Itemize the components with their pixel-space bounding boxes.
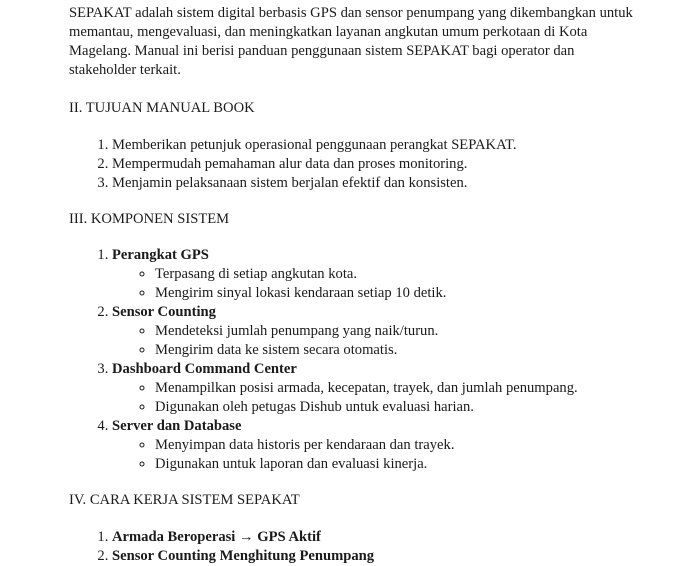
list-item: 2. Mempermudah pemahaman alur data dan proses monitoring. [112,155,639,174]
component-title: Sensor Counting [112,304,216,320]
list-item: 3. Menjamin pelaksanaan sistem berjalan efektif dan konsisten. [112,174,639,193]
sub-list-item: ◦ Mengirim data ke sistem secara otomatis. [155,341,639,360]
cara-kerja-list [69,528,639,566]
sub-list-item: ◦ Terpasang di setiap angkutan kota. [155,265,639,284]
sub-list-item: ◦ Mendeteksi jumlah penumpang yang naik/turun. [155,322,639,341]
sub-list [112,265,639,303]
sub-list-item: ◦ Mengirim sinyal lokasi kendaraan setiap 10 detik. [155,284,639,303]
list-item [112,246,639,303]
sub-list [112,436,639,474]
component-title: Perangkat GPS [112,247,209,263]
document-page [69,4,639,566]
list-item [112,360,639,417]
intro-paragraph: SEPAKAT adalah sistem digital berbasis GPS dan sensor penumpang yang dikembangkan untuk memantau, mengevaluasi, dan meningkatkan layanan angkutan umum perkotaan di Kota Magelang. Manual ini berisi panduan penggunaan sistem SEPAKAT bagi operator dan stakeholder terkait. [69,5,633,78]
list-item [112,528,639,547]
step-title: Sensor Counting Menghitung Penumpang [112,548,375,564]
sub-list-item: ◦ Digunakan oleh petugas Dishub untuk evaluasi harian. [155,398,639,417]
sub-list [112,379,639,417]
list-item [112,547,639,566]
sub-list [112,322,639,360]
step-title: Armada Beroperasi → GPS Aktif [112,529,321,545]
component-title: Dashboard Command Center [112,361,297,377]
section-heading-cara-kerja: IV. CARA KERJA SISTEM SEPAKAT [69,492,300,508]
section-heading-komponen: III. KOMPONEN SISTEM [69,211,230,227]
list-item [112,303,639,360]
component-title: Server dan Database [112,418,242,434]
sub-list-item: ◦ Menyimpan data historis per kendaraan dan trayek. [155,436,639,455]
list-item: 1. Memberikan petunjuk operasional penggunaan perangkat SEPAKAT. [112,136,639,155]
sub-list-item: ◦ Digunakan untuk laporan dan evaluasi kinerja. [155,455,639,474]
tujuan-list [69,136,639,193]
komponen-list [69,246,639,474]
section-heading-tujuan: II. TUJUAN MANUAL BOOK [69,100,255,116]
sub-list-item: ◦ Menampilkan posisi armada, kecepatan, trayek, dan jumlah penumpang. [155,379,639,398]
list-item [112,417,639,474]
